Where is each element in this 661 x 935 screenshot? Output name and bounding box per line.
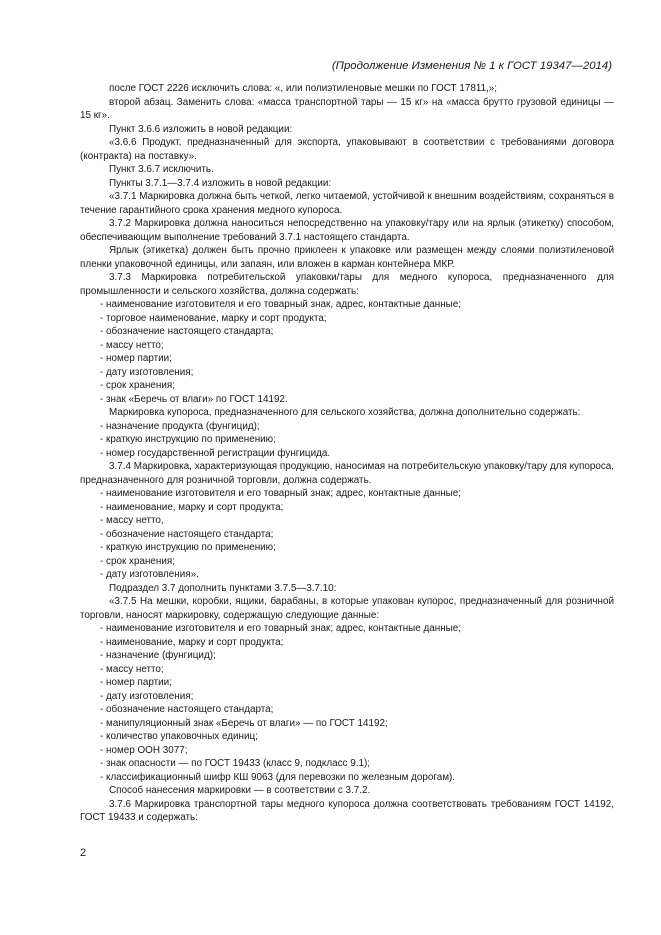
page-header: (Продолжение Изменения № 1 к ГОСТ 19347—2014): [331, 60, 612, 72]
paragraph: «3.7.1 Маркировка должна быть четкой, легко читаемой, устойчивой к внешним воздействиям, сохраняться в течение гарантийного срока хранения медного купороса.: [80, 191, 614, 216]
paragraph: Пункт 3.6.6 изложить в новой редакции:: [109, 123, 293, 135]
paragraph: Маркировка купороса, предназначенного для сельского хозяйства, должна дополнительно содержать:: [109, 407, 581, 418]
list-item: - массу нетто;: [100, 663, 164, 675]
list-item: - дату изготовления;: [100, 690, 194, 702]
list-item: - массу нетто;: [100, 339, 164, 351]
list-item: - дату изготовления».: [100, 569, 199, 580]
list-item: - срок хранения;: [100, 380, 175, 391]
paragraph: Ярлык (этикетка) должен быть прочно приклеен к упаковке или размещен между слоями полиэтиленовой пленки упаковочной единицы, или запаян, или вложен в карман контейнера МКР.: [80, 245, 614, 270]
list-item: - номер партии;: [100, 677, 172, 688]
list-item: - номер партии;: [100, 353, 172, 364]
list-item: - краткую инструкцию по применению;: [100, 434, 276, 445]
list-item: - назначение (фунгицид);: [100, 650, 216, 661]
list-item: - знак «Беречь от влаги» по ГОСТ 14192.: [100, 393, 288, 405]
list-item: - классификационный шифр КШ 9063 (для перевозки по железным дорогам).: [100, 771, 456, 783]
paragraph: Пункты 3.7.1—3.7.4 изложить в новой редакции:: [109, 177, 332, 189]
paragraph: 3.7.3 Маркировка потребительской упаковки/тары для медного купороса, предназначенного для промышленности и сельского хозяйства, должна содержать:: [80, 272, 614, 297]
list-item: - количество упаковочных единиц;: [100, 731, 258, 742]
paragraph: Способ нанесения маркировки — в соответствии с 3.7.2.: [109, 785, 371, 796]
list-item: - номер ООН 3077;: [100, 744, 188, 756]
list-item: - обозначение настоящего стандарта;: [100, 704, 274, 715]
list-item: - обозначение настоящего стандарта;: [100, 528, 274, 540]
paragraph: Подраздел 3.7 дополнить пунктами 3.7.5—3.7.10:: [109, 582, 337, 594]
paragraph: «3.6.6 Продукт, предназначенный для экспорта, упаковывают в соответствии с требованиями договора (контракта) на поставку».: [80, 137, 614, 162]
list-item: - наименование изготовителя и его товарный знак, адрес, контактные данные;: [100, 299, 462, 310]
list-item: - наименование, марку и сорт продукта;: [100, 501, 284, 513]
paragraph: второй абзац. Заменить слова: «масса транспортной тары — 15 кг» на «масса брутто грузовой единицы — 15 кг».: [80, 96, 614, 121]
page-number: 2: [80, 847, 87, 859]
paragraph: после ГОСТ 2226 исключить слова: «, или полиэтиленовые мешки по ГОСТ 17811,»;: [109, 83, 498, 94]
list-item: - торговое наименование, марку и сорт продукта;: [100, 312, 327, 324]
list-item: - номер государственной регистрации фунгицида.: [100, 447, 331, 459]
list-item: - дату изготовления;: [100, 366, 194, 378]
list-item: - манипуляционный знак «Беречь от влаги» — по ГОСТ 14192;: [100, 717, 388, 729]
document-body: [80, 82, 614, 825]
list-item: - знак опасности — по ГОСТ 19433 (класс 9, подкласс 9.1);: [100, 758, 370, 769]
list-item: - наименование изготовителя и его товарный знак; адрес, контактные данные;: [100, 488, 462, 499]
paragraph: Пункт 3.6.7 исключить.: [109, 164, 214, 175]
paragraph: 3.7.4 Маркировка, характеризующая продукцию, наносимая на потребительскую упаковку/тару для купороса, предназначенного для розничной торговли, должна содержать.: [80, 461, 614, 486]
paragraph: 3.7.6 Маркировка транспортной тары медного купороса должна соответствовать требованиям ГОСТ 14192, ГОСТ 19433 и содержать:: [80, 798, 614, 823]
list-item: - срок хранения;: [100, 555, 175, 567]
list-item: - наименование, марку и сорт продукта;: [100, 636, 284, 648]
paragraph: 3.7.2 Маркировка должна наноситься непосредственно на упаковку/тару или на ярлык (этикетку) способом, обеспечивающим выполнение требований 3.7.1 настоящего стандарта.: [80, 218, 614, 243]
list-item: - назначение продукта (фунгицид);: [100, 420, 260, 432]
list-item: - краткую инструкцию по применению;: [100, 542, 276, 553]
list-item: - наименование изготовителя и его товарный знак; адрес, контактные данные;: [100, 623, 462, 634]
paragraph: «3.7.5 На мешки, коробки, ящики, барабаны, в которые упакован купорос, предназначенный для розничной торговли, наносят маркировку, содержащую следующие данные:: [80, 596, 614, 621]
list-item: - массу нетто,: [100, 515, 164, 526]
list-item: - обозначение настоящего стандарта;: [100, 326, 274, 337]
